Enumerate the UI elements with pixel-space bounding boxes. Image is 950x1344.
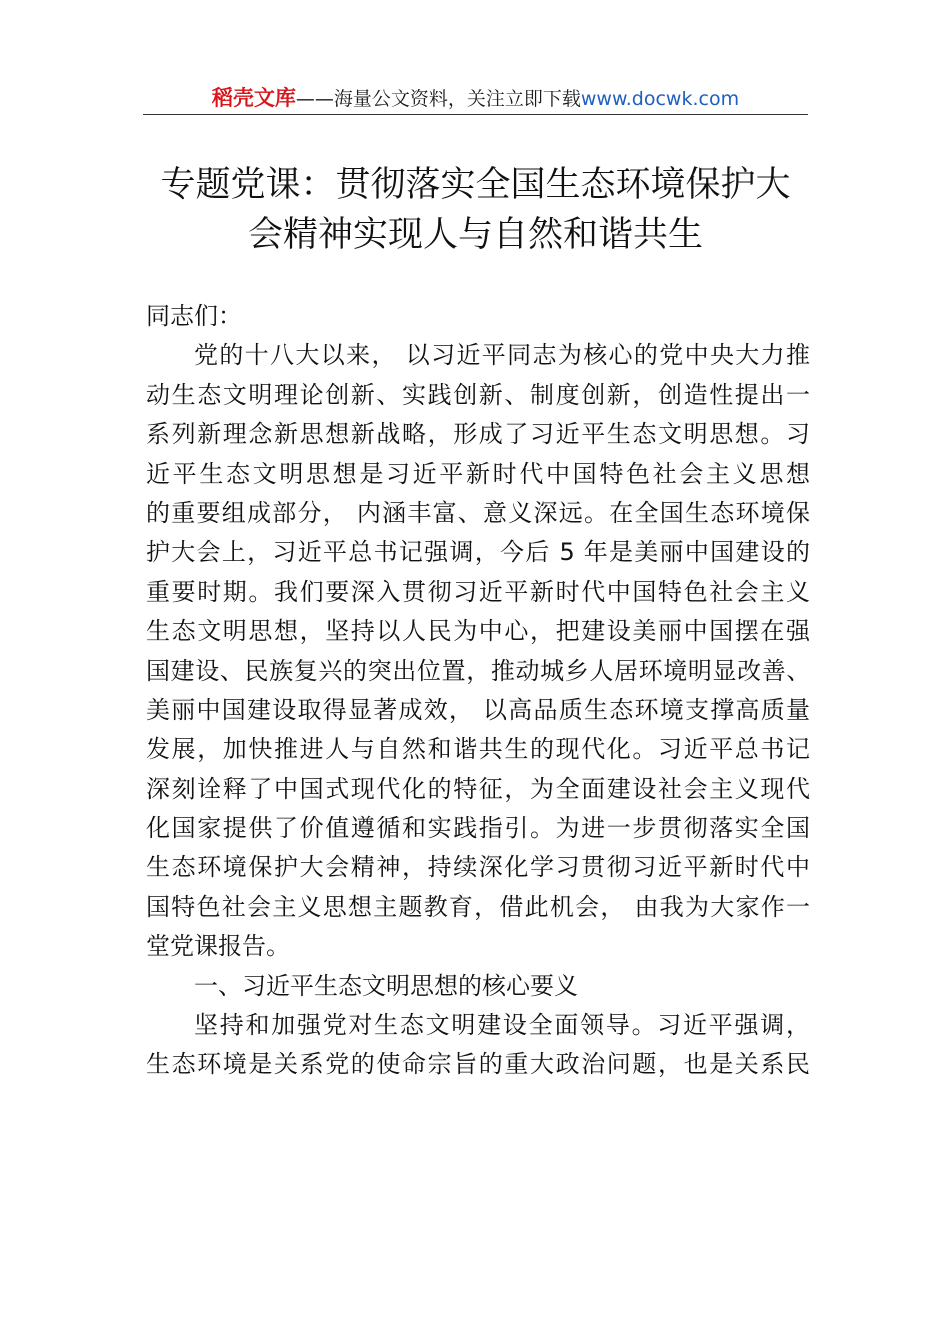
salutation: 同志们： (146, 302, 242, 330)
document-body (146, 297, 810, 1085)
paragraph-line: 动生态文明理论创新、实践创新、制度创新，创造性提出一 (146, 380, 810, 409)
paragraph-line: 生态环境是关系党的使命宗旨的重大政治问题，也是关系民 (146, 1050, 810, 1079)
paragraph-line: 近平生态文明思想是习近平新时代中国特色社会主义思想 (146, 459, 810, 488)
brand-name: 稻壳文库 (211, 86, 296, 110)
page-header (143, 84, 808, 114)
paragraph-line: 重要时期。我们要深入贯彻习近平新时代中国特色社会主义 (146, 577, 810, 606)
section-heading: 一、习近平生态文明思想的核心要义 (194, 971, 578, 1000)
paragraph-line: 国特色社会主义思想主题教育，借此机会， 由我为大家作一 (146, 892, 810, 921)
paragraph-line: 生态环境保护大会精神，持续深化学习贯彻习近平新时代中 (146, 853, 810, 882)
paragraph-line: 发展，加快推进人与自然和谐共生的现代化。习近平总书记 (146, 735, 810, 764)
paragraph-line: 系列新理念新思想新战略，形成了习近平生态文明思想。习 (146, 420, 810, 449)
paragraph-line: 的重要组成部分， 内涵丰富、意义深远。在全国生态环境保 (146, 498, 810, 527)
paragraph-line: 美丽中国建设取得显著成效， 以高品质生态环境支撑高质量 (146, 695, 810, 724)
paragraph-line: 化国家提供了价值遵循和实践指引。为进一步贯彻落实全国 (146, 814, 810, 843)
paragraph-line: 国建设、民族复兴的突出位置，推动城乡人居环境明显改善、 (146, 656, 810, 685)
website-link[interactable]: www.docwk.com (580, 88, 740, 110)
paragraph-line: 深刻诠释了中国式现代化的特征，为全面建设社会主义现代 (146, 774, 810, 803)
paragraph-line: 堂党课报告。 (146, 932, 290, 961)
header-tagline: ——海量公文资料，关注立即下载 (295, 88, 581, 110)
paragraph-line: 坚持和加强党对生态文明建设全面领导。习近平强调， (194, 1011, 810, 1040)
paragraph-line: 护大会上，习近平总书记强调，今后 5 年是美丽中国建设的 (146, 538, 810, 567)
header-divider (143, 114, 808, 115)
title-line: 专题党课：贯彻落实全国生态环境保护大 (160, 165, 791, 205)
paragraph-line: 生态文明思想，坚持以人民为中心，把建设美丽中国摆在强 (146, 617, 810, 646)
document-title (143, 160, 808, 260)
title-line: 会精神实现人与自然和谐共生 (247, 215, 703, 255)
paragraph-line: 党的十八大以来， 以习近平同志为核心的党中央大力推 (194, 341, 810, 370)
